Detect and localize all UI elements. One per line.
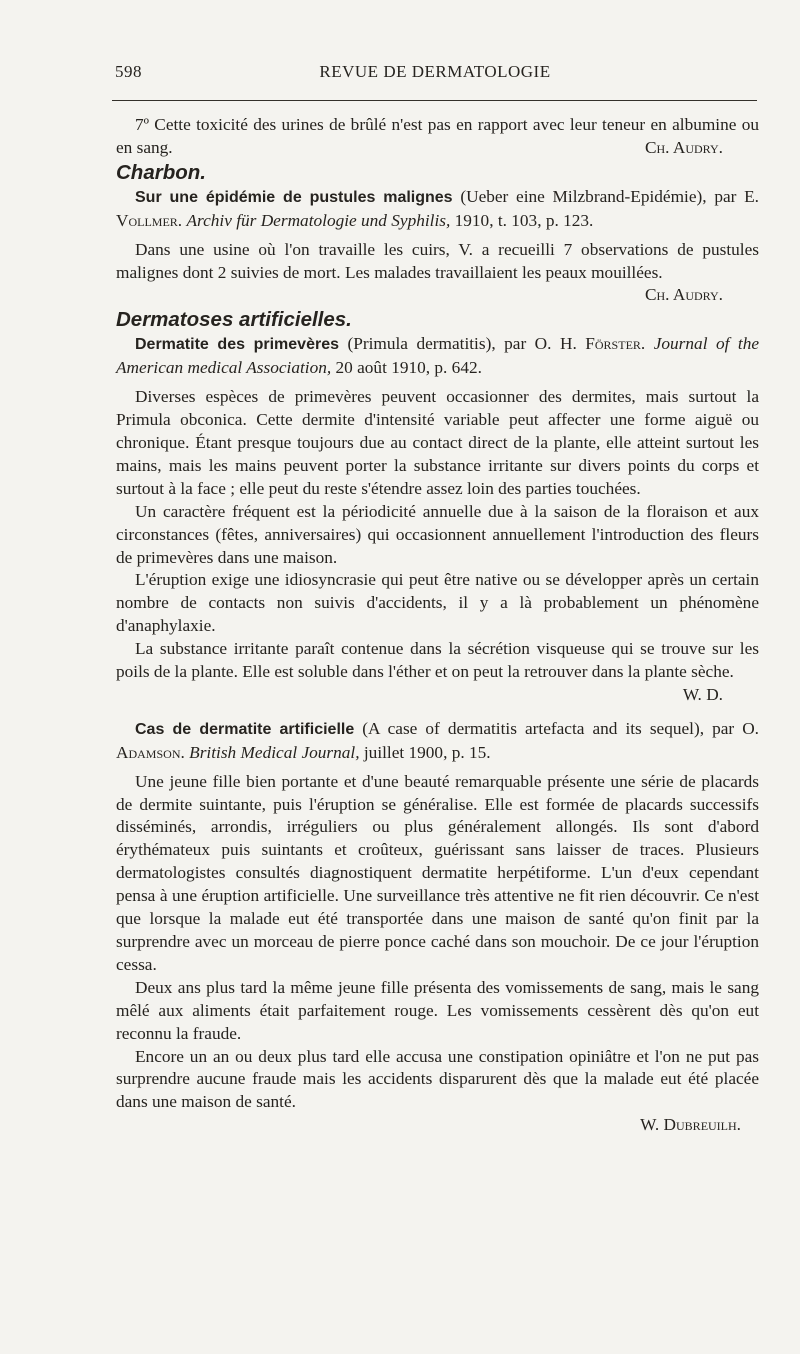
- running-header: [115, 62, 755, 86]
- article-subtitle: (A case of dermatitis artefacta and its sequel), par O.: [362, 718, 759, 738]
- page-body: [116, 114, 759, 1137]
- article-author: Adamson.: [116, 742, 185, 762]
- paragraph: Une jeune fille bien portante et d'une beauté remarquable présente une série de placards de dermite suintante, puis l'éruption se généralise. Elle est formée de placards successifs disséminés, arrondis, irréguliers ou plus généralement allongés. Ils sont d'abord érythémateux puis suintants et croûteux, guérissant sans laisser de traces. Plusieurs dermatologistes consultés diagnostiquent dermatite herpétiforme. L'un d'eux cependant pensa à une éruption artificielle. Une surveillance très attentive ne fit rien découvrir. Ce n'est que lorsque la malade eut été transportée dans une maison de santé qu'on finit par la surprendre avec un morceau de pierre ponce caché dans son mouchoir. De ce jour l'éruption cessa.: [116, 771, 759, 974]
- article-author: Förster.: [585, 334, 646, 354]
- running-title: REVUE DE DERMATOLOGIE: [319, 62, 551, 81]
- paragraph: [116, 638, 759, 704]
- article-reference: 1910, t. 103, p. 123.: [454, 210, 594, 230]
- section-heading-charbon: Charbon.: [116, 160, 206, 184]
- article-header-pustules: [116, 186, 759, 233]
- paragraph: Encore un an ou deux plus tard elle accusa une constipation opiniâtre et l'on ne put pas surprendre aucune fraude mais les accidents disparurent dès que la malade eut été placée dans une maison de santé.: [116, 1046, 759, 1112]
- article-reference: 20 août 1910, p. 642.: [335, 358, 482, 378]
- article-signature: W. Dubreuilh.: [640, 1115, 741, 1135]
- paragraph: Deux ans plus tard la même jeune fille présenta des vomissements de sang, mais le sang mêlé aux aliments était parfaitement rouge. Les vomissements cessèrent dès qu'on eut reconnu la fraude.: [116, 977, 759, 1043]
- article-journal: British Medical Journal,: [189, 742, 360, 762]
- paragraph-text: La substance irritante paraît contenue dans la sécrétion visqueuse qui se trouve sur les poils de la plante. Elle est soluble dans l'éther et on peut la retrouver dans la plante sèche.: [116, 639, 759, 682]
- article-header-dermatite-artificielle: [116, 718, 759, 765]
- section-heading-dermatoses: Dermatoses artificielles.: [116, 308, 352, 332]
- article-journal: Archiv für Dermatologie und Syphilis,: [186, 210, 451, 230]
- paragraph: Un caractère fréquent est la périodicité annuelle due à la saison de la floraison et aux circonstances (fêtes, anniversaires) qui occasionnent annuellement l'introduction des fleurs de primevères dans une maison.: [116, 501, 759, 567]
- article-body: [116, 239, 759, 305]
- article-header-primeveres: [116, 333, 759, 380]
- header-rule: [112, 100, 757, 101]
- intro-signature: Ch. Audry.: [644, 137, 723, 157]
- intro-text: 7º Cette toxicité des urines de brûlé n'est pas en rapport avec leur teneur en albumine ou en sang.: [116, 115, 759, 157]
- paragraph: L'éruption exige une idiosyncrasie qui peut être native ou se développer après un certain nombre de contacts non suivis d'accidents, il y a là probablement un phénomène d'anaphylaxie.: [116, 570, 759, 636]
- article-subtitle: (Primula dermatitis), par O. H.: [347, 334, 577, 354]
- article-title: Dermatite des primevères: [135, 336, 339, 354]
- article-signature: W. D.: [682, 684, 723, 704]
- paragraph: Diverses espèces de primevères peuvent occasionner des dermites, mais surtout la Primula obconica. Cette dermite d'intensité variable peut affecter une forme aiguë ou chronique. Étant presque toujours due au contact direct de la plante, elle atteint surtout les mains, mais les mains peuvent porter la substance irritante sur divers points du corps et surtout à la face ; elle peut du reste s'étendre assez loin des parties touchées.: [116, 387, 759, 498]
- article-journal: Journal of the American medical Association,: [116, 334, 760, 378]
- article-signature: Ch. Audry.: [644, 285, 723, 305]
- intro-paragraph: [116, 114, 759, 160]
- article-body-text: Dans une usine où l'on travaille les cuirs, V. a recueilli 7 observations de pustules malignes dont 2 suivies de mort. Les malades travaillaient les peaux mouillées.: [116, 239, 759, 282]
- article-title: Cas de dermatite artificielle: [135, 720, 355, 738]
- page-number: 598: [115, 62, 142, 81]
- article-title: Sur une épidémie de pustules malignes: [135, 188, 453, 206]
- article-subtitle: (Ueber eine Milzbrand-Epidémie), par E.: [460, 186, 759, 206]
- article-reference: juillet 1900, p. 15.: [363, 742, 491, 762]
- article-author: Vollmer.: [116, 210, 183, 230]
